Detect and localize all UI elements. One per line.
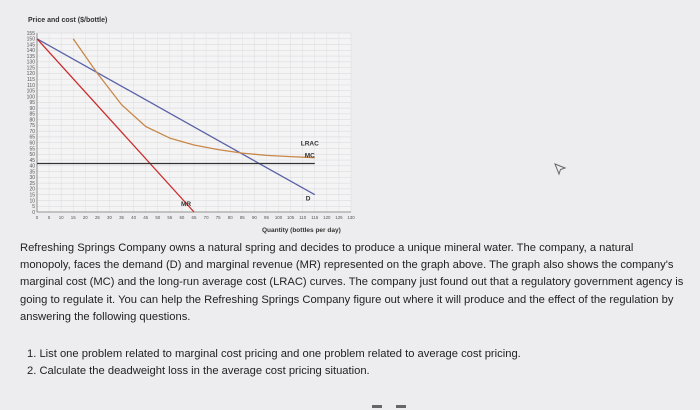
x-tick-label: 75: [215, 215, 221, 220]
question-1: 1. List one problem related to marginal cost pricing and one problem related to average cost pricing.: [27, 348, 521, 360]
x-tick-label: 85: [239, 215, 245, 220]
y-tick-label: 140: [26, 48, 35, 55]
y-tick-label: 150: [26, 36, 35, 43]
y-tick-label: 75: [29, 123, 35, 130]
x-tick-label: 60: [179, 215, 185, 220]
y-tick-label: 45: [29, 157, 35, 164]
x-tick-label: 95: [264, 215, 269, 220]
y-tick-label: 135: [26, 53, 35, 60]
y-tick-label: 25: [29, 180, 35, 187]
x-tick-label: 65: [191, 215, 197, 220]
y-tick-label: 55: [29, 146, 35, 153]
series-label-mr: MR: [181, 201, 192, 208]
x-tick-label: 125: [335, 215, 343, 220]
y-tick-label: 125: [26, 65, 35, 72]
x-tick-label: 15: [70, 215, 76, 220]
y-tick-label: 35: [29, 169, 35, 176]
y-tick-label: 155: [26, 30, 35, 37]
chart-title: Price and cost ($/bottle): [28, 17, 108, 24]
bottom-mark: [396, 405, 406, 408]
y-tick-label: 120: [26, 71, 35, 78]
y-tick-label: 105: [26, 88, 35, 95]
x-tick-label: 70: [203, 215, 209, 220]
x-tick-label: 10: [58, 215, 64, 220]
y-tick-label: 30: [29, 175, 35, 182]
x-tick-label: 45: [143, 215, 149, 220]
y-tick-label: 130: [26, 59, 35, 66]
x-tick-label: 20: [82, 215, 88, 220]
y-tick-label: 0: [32, 209, 35, 216]
y-tick-label: 90: [29, 105, 35, 112]
mouse-cursor-icon: [553, 162, 567, 176]
x-tick-label: 110: [299, 215, 307, 220]
y-tick-label: 15: [29, 192, 35, 199]
y-tick-label: 85: [29, 111, 35, 118]
x-tick-label: 55: [167, 215, 173, 220]
y-tick-label: 100: [26, 94, 35, 101]
x-tick-label: 40: [131, 215, 137, 220]
y-tick-label: 95: [29, 100, 35, 107]
chart-svg: [0, 0, 380, 238]
question-list: [27, 346, 667, 379]
x-tick-label: 105: [286, 215, 295, 220]
y-tick-label: 20: [29, 186, 35, 193]
x-tick-label: 35: [119, 215, 124, 220]
x-tick-label: 80: [227, 215, 233, 220]
series-label-d: D: [305, 195, 311, 203]
y-tick-label: 40: [29, 163, 35, 170]
x-tick-label: 120: [323, 215, 331, 220]
x-tick-label: 0: [35, 215, 39, 220]
y-tick-label: 10: [29, 198, 35, 205]
series-label-mc: MC: [304, 152, 315, 160]
bottom-marks: [372, 405, 412, 410]
y-tick-label: 115: [27, 76, 35, 83]
x-tick-label: 25: [94, 215, 100, 220]
y-tick-label: 145: [26, 42, 35, 49]
x-tick-label: 30: [107, 215, 112, 220]
x-tick-label: 50: [155, 215, 161, 220]
y-tick-label: 50: [29, 152, 35, 159]
y-tick-label: 80: [29, 117, 35, 124]
question-2: 2. Calculate the deadweight loss in the average cost pricing situation.: [27, 364, 370, 377]
x-tick-label: 5: [47, 215, 51, 220]
y-tick-label: 65: [29, 134, 35, 141]
series-label-lrac: LRAC: [300, 140, 319, 148]
problem-description: Refreshing Springs Company owns a natural spring and decides to produce a unique mineral water. The company, a natural monopoly, faces the demand (D) and marginal revenue (MR) represented on the graph above. The graph also shows the company's marginal cost (MC) and the long-run average cost (LRAC) curves. The company just found out that a regulatory government agency is going to regulate it. You can help the Refreshing Springs Company figure out where it will produce and the effect of the regulation by answering the following questions.: [20, 242, 684, 323]
x-tick-label: 115: [311, 215, 319, 220]
chart: [0, 0, 380, 238]
y-tick-label: 70: [29, 128, 35, 135]
x-axis-label: Quantity (bottles per day): [262, 227, 341, 234]
y-tick-label: 5: [32, 204, 35, 211]
y-tick-label: 60: [29, 140, 35, 147]
x-tick-label: 130: [347, 215, 355, 220]
bottom-mark: [372, 405, 382, 408]
x-tick-label: 100: [274, 215, 283, 220]
x-tick-label: 90: [251, 215, 257, 220]
y-tick-label: 110: [27, 82, 35, 89]
